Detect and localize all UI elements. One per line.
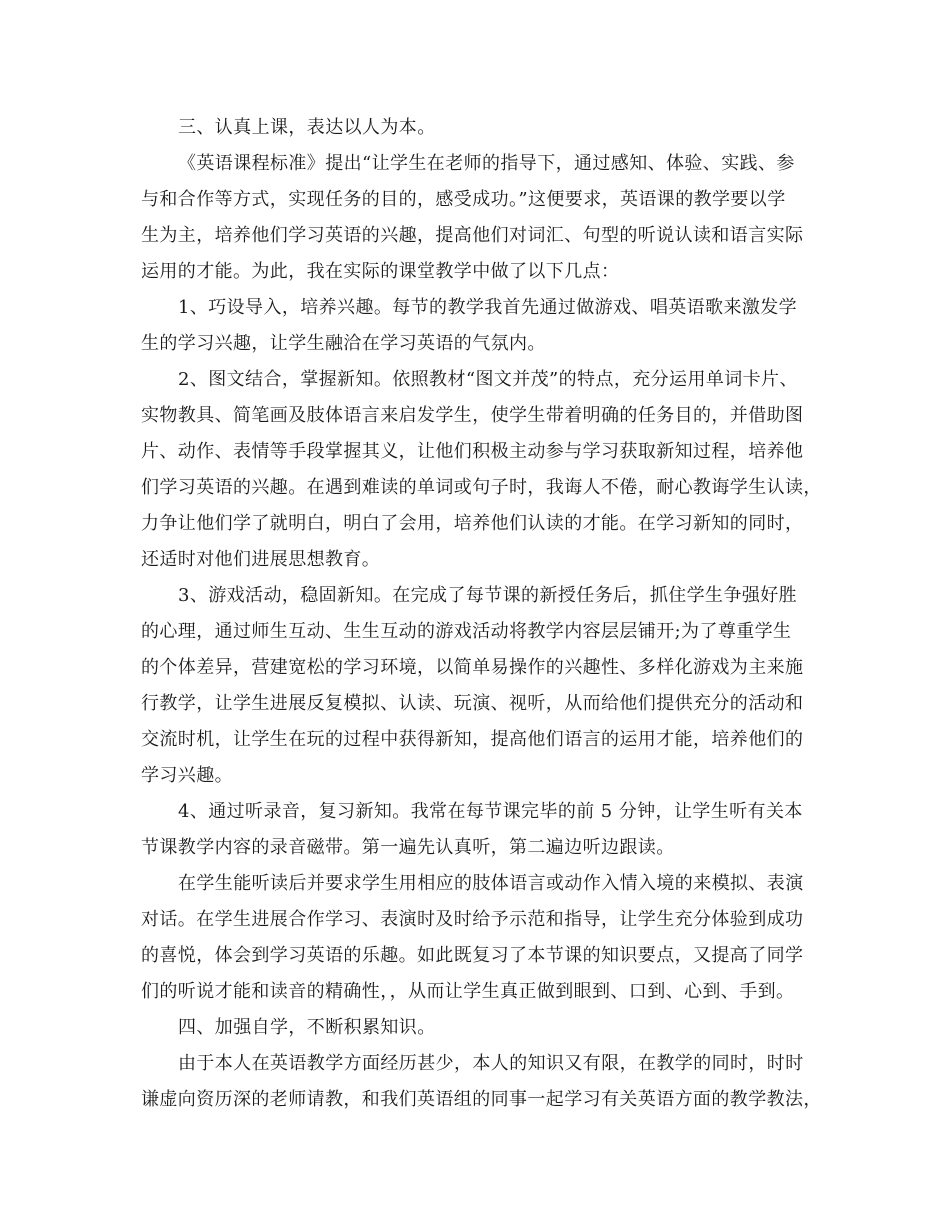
text-line: 运用的才能。为此，我在实际的课堂教学中做了以下几点： (141, 261, 620, 282)
paragraph-p7 (141, 866, 831, 1010)
text-line: 学习兴趣。 (141, 765, 233, 786)
text-line: 的个体差异，营建宽松的学习环境，以简单易操作的兴趣性、多样化游戏为主来施 (141, 657, 804, 678)
document-body (141, 110, 831, 1118)
text-line: 交流时机，让学生在玩的过程中获得新知，提高他们语言的运用才能，培养他们的 (141, 729, 804, 750)
paragraph-p9 (141, 1046, 831, 1118)
text-line: 节课教学内容的录音磁带。第一遍先认真听，第二遍边听边跟读。 (141, 837, 675, 858)
text-line: 的心理，通过师生互动、生生互动的游戏活动将教学内容层层铺开;为了尊重学生 (141, 621, 792, 642)
paragraph-p1 (141, 110, 831, 146)
paragraph-p3 (141, 290, 831, 362)
text-line: 力争让他们学了就明白，明白了会用，培养他们认读的才能。在学习新知的同时， (141, 513, 804, 534)
text-line: 们的听说才能和读音的精确性，，从而让学生真正做到眼到、口到、心到、手到。 (141, 981, 795, 1002)
paragraph-p4 (141, 362, 831, 578)
text-line: 们学习英语的兴趣。在遇到难读的单词或句子时，我诲人不倦，耐心教诲学生认读， (141, 477, 822, 498)
text-line: 《英语课程标准》提出“让学生在老师的指导下，通过感知、体验、实践、参 (178, 153, 795, 174)
paragraph-p6 (141, 794, 831, 866)
text-line: 生为主，培养他们学习英语的兴趣，提高他们对词汇、句型的听说认读和语言实际 (141, 225, 804, 246)
text-line: 由于本人在英语教学方面经历甚少，本人的知识又有限，在教学的同时，时时 (178, 1053, 804, 1074)
text-line: 三、认真上课，表达以人为本。 (178, 117, 436, 138)
text-line: 对话。在学生进展合作学习、表演时及时给予示范和指导，让学生充分体验到成功 (141, 909, 804, 930)
text-line: 1、巧设导入，培养兴趣。每节的教学我首先通过做游戏、唱英语歌来激发学 (178, 297, 798, 318)
text-line: 行教学，让学生进展反复模拟、认读、玩演、视听，从而给他们提供充分的活动和 (141, 693, 804, 714)
text-line: 片、动作、表情等手段掌握其义，让他们积极主动参与学习获取新知过程，培养他 (141, 441, 804, 462)
text-line: 实物教具、简笔画及肢体语言来启发学生，使学生带着明确的任务目的，并借助图 (141, 405, 804, 426)
text-line: 3、游戏活动，稳固新知。在完成了每节课的新授任务后，抓住学生争强好胜 (178, 585, 798, 606)
paragraph-p5 (141, 578, 831, 794)
paragraph-p2 (141, 146, 831, 290)
text-line: 与和合作等方式，实现任务的目的，感受成功。”这便要求，英语课的教学要以学 (141, 189, 786, 210)
text-line: 的喜悦，体会到学习英语的乐趣。如此既复习了本节课的知识要点，又提高了同学 (141, 945, 804, 966)
text-line: 在学生能听读后并要求学生用相应的肢体语言或动作入情入境的来模拟、表演 (178, 873, 804, 894)
text-line: 还适时对他们进展思想教育。 (141, 549, 381, 570)
paragraph-p8 (141, 1010, 831, 1046)
text-line: 4、通过听录音，复习新知。我常在每节课完毕的前 5 分钟，让学生听有关本 (178, 801, 803, 822)
text-line: 生的学习兴趣，让学生融洽在学习英语的气氛内。 (141, 333, 546, 354)
text-line: 2、图文结合，掌握新知。依照教材“图文并茂”的特点，充分运用单词卡片、 (178, 369, 798, 390)
text-line: 四、加强自学，不断积累知识。 (178, 1017, 436, 1038)
text-line: 谦虚向资历深的老师请教，和我们英语组的同事一起学习有关英语方面的教学教法， (141, 1089, 822, 1110)
